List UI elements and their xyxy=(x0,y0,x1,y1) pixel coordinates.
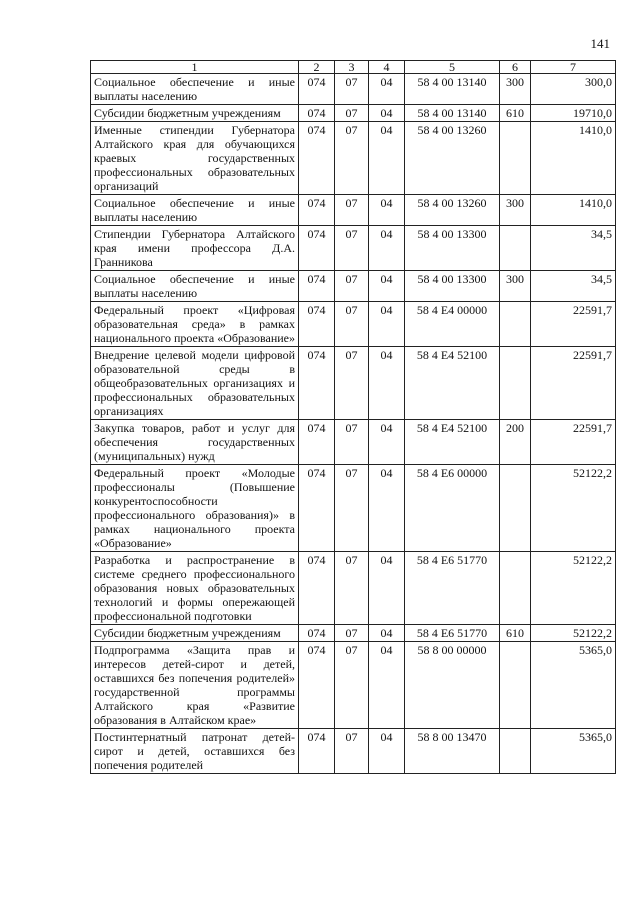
subsection-code-cell: 04 xyxy=(369,729,405,774)
subsection-code-cell: 04 xyxy=(369,420,405,465)
section-code-cell: 07 xyxy=(335,729,369,774)
target-article-cell: 58 8 00 00000 xyxy=(405,642,500,729)
subsection-code-cell: 04 xyxy=(369,105,405,122)
row-name-cell: Именные стипендии Губернатора Алтайского края для обучающихся краевых государственных профессиональных образовательных организаций xyxy=(91,122,299,195)
row-name-cell: Федеральный проект «Цифровая образовательная среда» в рамках национального проекта «Образование» xyxy=(91,302,299,347)
budget-table xyxy=(90,60,616,774)
subsection-code-cell: 04 xyxy=(369,347,405,420)
column-header: 3 xyxy=(335,61,369,74)
target-article-cell: 58 4 00 13140 xyxy=(405,105,500,122)
ministry-code-cell: 074 xyxy=(299,347,335,420)
section-code-cell: 07 xyxy=(335,122,369,195)
expense-type-cell: 300 xyxy=(500,271,531,302)
table-row xyxy=(91,552,616,625)
column-header: 7 xyxy=(531,61,616,74)
section-code-cell: 07 xyxy=(335,552,369,625)
table-row xyxy=(91,122,616,195)
amount-cell: 19710,0 xyxy=(531,105,616,122)
column-header: 6 xyxy=(500,61,531,74)
target-article-cell: 58 4 E6 51770 xyxy=(405,625,500,642)
subsection-code-cell: 04 xyxy=(369,74,405,105)
amount-cell: 34,5 xyxy=(531,226,616,271)
target-article-cell: 58 4 00 13260 xyxy=(405,122,500,195)
row-name-cell: Разработка и распространение в системе среднего профессионального образования новых образовательных технологий и формы опережающей профессиональной подготовки xyxy=(91,552,299,625)
subsection-code-cell: 04 xyxy=(369,226,405,271)
subsection-code-cell: 04 xyxy=(369,642,405,729)
table-row xyxy=(91,302,616,347)
row-name-cell: Субсидии бюджетным учреждениям xyxy=(91,105,299,122)
page-number: 141 xyxy=(590,36,610,51)
expense-type-cell xyxy=(500,226,531,271)
section-code-cell: 07 xyxy=(335,226,369,271)
expense-type-cell: 200 xyxy=(500,420,531,465)
amount-cell: 5365,0 xyxy=(531,642,616,729)
row-name-cell: Стипендии Губернатора Алтайского края имени профессора Д.А. Гранникова xyxy=(91,226,299,271)
table-row xyxy=(91,465,616,552)
subsection-code-cell: 04 xyxy=(369,271,405,302)
row-name-cell: Федеральный проект «Молодые профессионалы (Повышение конкурентоспособности профессионального образования)» в рамках национального проекта «Образование» xyxy=(91,465,299,552)
amount-cell: 1410,0 xyxy=(531,195,616,226)
column-header: 5 xyxy=(405,61,500,74)
target-article-cell: 58 4 E4 52100 xyxy=(405,420,500,465)
ministry-code-cell: 074 xyxy=(299,302,335,347)
ministry-code-cell: 074 xyxy=(299,552,335,625)
subsection-code-cell: 04 xyxy=(369,195,405,226)
expense-type-cell xyxy=(500,552,531,625)
ministry-code-cell: 074 xyxy=(299,195,335,226)
row-name-cell: Закупка товаров, работ и услуг для обеспечения государственных (муниципальных) нужд xyxy=(91,420,299,465)
section-code-cell: 07 xyxy=(335,74,369,105)
subsection-code-cell: 04 xyxy=(369,302,405,347)
table-row xyxy=(91,642,616,729)
amount-cell: 1410,0 xyxy=(531,122,616,195)
target-article-cell: 58 4 00 13300 xyxy=(405,271,500,302)
ministry-code-cell: 074 xyxy=(299,271,335,302)
row-name-cell: Социальное обеспечение и иные выплаты населению xyxy=(91,271,299,302)
section-code-cell: 07 xyxy=(335,642,369,729)
row-name-cell: Подпрограмма «Защита прав и интересов детей-сирот и детей, оставшихся без попечения родителей» государственной программы Алтайского края «Развитие образования в Алтайском крае» xyxy=(91,642,299,729)
expense-type-cell: 300 xyxy=(500,195,531,226)
target-article-cell: 58 4 E6 51770 xyxy=(405,552,500,625)
table-row xyxy=(91,271,616,302)
target-article-cell: 58 4 00 13140 xyxy=(405,74,500,105)
column-header: 2 xyxy=(299,61,335,74)
target-article-cell: 58 4 E4 52100 xyxy=(405,347,500,420)
amount-cell: 34,5 xyxy=(531,271,616,302)
section-code-cell: 07 xyxy=(335,195,369,226)
row-name-cell: Постинтернатный патронат детей-сирот и детей, оставшихся без попечения родителей xyxy=(91,729,299,774)
subsection-code-cell: 04 xyxy=(369,122,405,195)
section-code-cell: 07 xyxy=(335,465,369,552)
ministry-code-cell: 074 xyxy=(299,642,335,729)
table-row xyxy=(91,74,616,105)
target-article-cell: 58 4 E4 00000 xyxy=(405,302,500,347)
expense-type-cell xyxy=(500,122,531,195)
ministry-code-cell: 074 xyxy=(299,625,335,642)
amount-cell: 22591,7 xyxy=(531,302,616,347)
expense-type-cell xyxy=(500,465,531,552)
amount-cell: 52122,2 xyxy=(531,465,616,552)
subsection-code-cell: 04 xyxy=(369,465,405,552)
amount-cell: 22591,7 xyxy=(531,420,616,465)
expense-type-cell: 610 xyxy=(500,105,531,122)
section-code-cell: 07 xyxy=(335,105,369,122)
row-name-cell: Социальное обеспечение и иные выплаты населению xyxy=(91,195,299,226)
ministry-code-cell: 074 xyxy=(299,226,335,271)
subsection-code-cell: 04 xyxy=(369,625,405,642)
section-code-cell: 07 xyxy=(335,271,369,302)
table-row xyxy=(91,729,616,774)
expense-type-cell xyxy=(500,642,531,729)
target-article-cell: 58 8 00 13470 xyxy=(405,729,500,774)
ministry-code-cell: 074 xyxy=(299,729,335,774)
column-header: 4 xyxy=(369,61,405,74)
ministry-code-cell: 074 xyxy=(299,74,335,105)
target-article-cell: 58 4 00 13260 xyxy=(405,195,500,226)
expense-type-cell: 300 xyxy=(500,74,531,105)
section-code-cell: 07 xyxy=(335,302,369,347)
row-name-cell: Субсидии бюджетным учреждениям xyxy=(91,625,299,642)
subsection-code-cell: 04 xyxy=(369,552,405,625)
expense-type-cell xyxy=(500,347,531,420)
ministry-code-cell: 074 xyxy=(299,122,335,195)
expense-type-cell xyxy=(500,729,531,774)
ministry-code-cell: 074 xyxy=(299,105,335,122)
section-code-cell: 07 xyxy=(335,625,369,642)
column-header: 1 xyxy=(91,61,299,74)
row-name-cell: Социальное обеспечение и иные выплаты населению xyxy=(91,74,299,105)
table-header-row xyxy=(91,61,616,74)
amount-cell: 22591,7 xyxy=(531,347,616,420)
table-row xyxy=(91,625,616,642)
target-article-cell: 58 4 00 13300 xyxy=(405,226,500,271)
amount-cell: 52122,2 xyxy=(531,552,616,625)
amount-cell: 52122,2 xyxy=(531,625,616,642)
section-code-cell: 07 xyxy=(335,420,369,465)
section-code-cell: 07 xyxy=(335,347,369,420)
table-row xyxy=(91,105,616,122)
amount-cell: 5365,0 xyxy=(531,729,616,774)
table-row xyxy=(91,347,616,420)
target-article-cell: 58 4 E6 00000 xyxy=(405,465,500,552)
row-name-cell: Внедрение целевой модели цифровой образовательной среды в общеобразовательных организациях и профессиональных образовательных организациях xyxy=(91,347,299,420)
table-row xyxy=(91,195,616,226)
expense-type-cell: 610 xyxy=(500,625,531,642)
table-row xyxy=(91,226,616,271)
ministry-code-cell: 074 xyxy=(299,420,335,465)
ministry-code-cell: 074 xyxy=(299,465,335,552)
expense-type-cell xyxy=(500,302,531,347)
table-row xyxy=(91,420,616,465)
amount-cell: 300,0 xyxy=(531,74,616,105)
